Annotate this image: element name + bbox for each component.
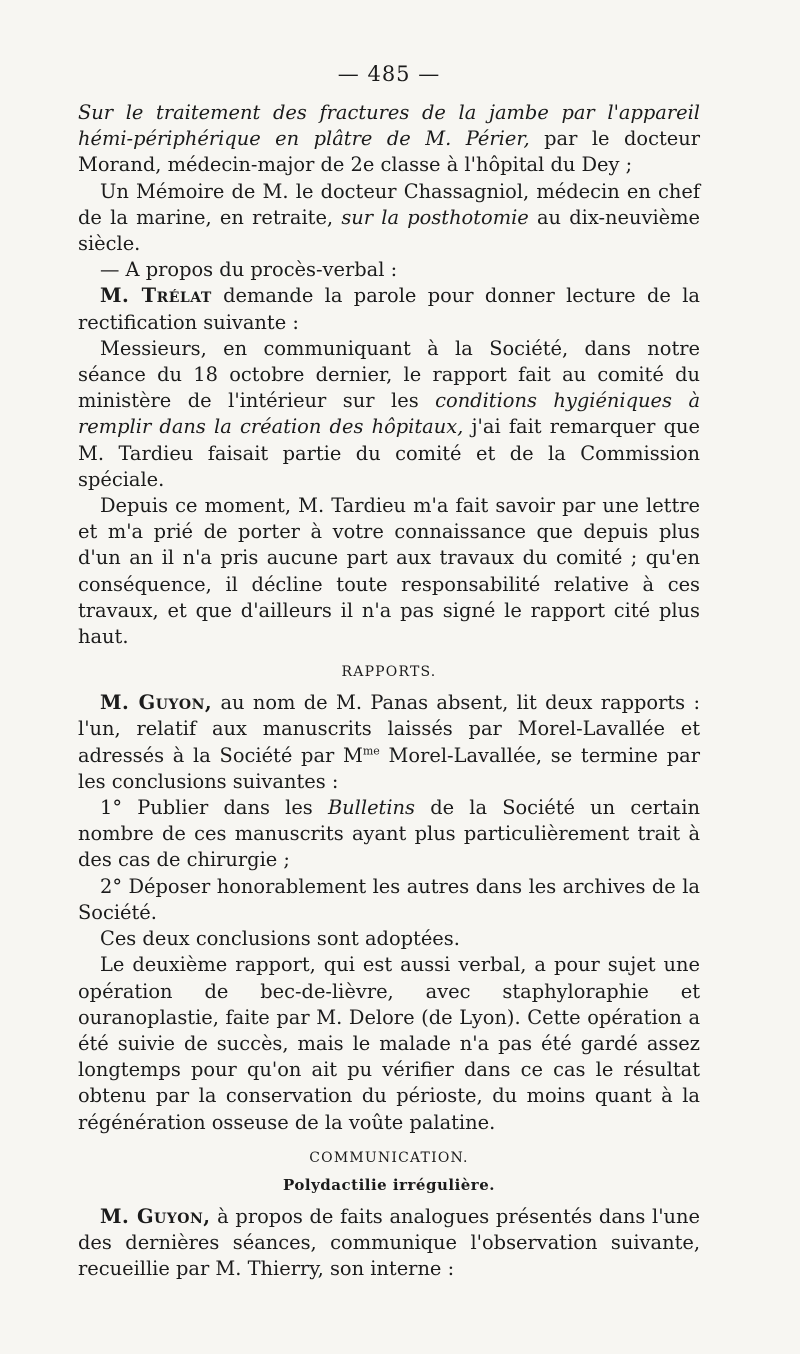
paragraph-conclusion-2: 2° Déposer honorablement les autres dans les archives de la Société.: [78, 874, 700, 924]
paragraph-guyon-communication: [78, 1204, 700, 1283]
paragraph-guyon-text-b: Morel-Lavallée, se termine par les conclusions suivantes :: [78, 743, 700, 793]
heading-rapports: RAPPORTS.: [341, 664, 437, 681]
paragraph-proces-verbal: — A propos du procès-verbal :: [100, 258, 398, 282]
paragraph-trelat-text: demande la parole pour donner lecture de la rectification suivante :: [78, 284, 700, 334]
page-number: — 485 —: [337, 62, 441, 86]
title-fractures: Sur le traitement des fractures de la jambe par l'appareil hémi-périphérique en plâtre de M. Périer,: [78, 101, 700, 151]
paragraph-guyon-rapports: [78, 690, 700, 795]
title-conditions: conditions hygiéniques à remplir dans la création des hôpitaux,: [78, 389, 701, 439]
speaker-name: M. Trélat: [100, 284, 212, 308]
paragraph-adoptees: Ces deux conclusions sont adoptées.: [100, 927, 460, 951]
superscript: me: [362, 744, 380, 758]
paragraph-guyon-communication-text: à propos de faits analogues présentés dans l'une des dernières séances, communique l'observation suivante, recueillie par M. Thierry, son interne :: [78, 1204, 700, 1281]
paragraph-deuxieme-rapport: Le deuxième rapport, qui est aussi verbal, a pour sujet une opération de bec-de-lièvre, avec staphyloraphie et ouranoplastie, faite par M. Delore (de Lyon). Cette opération a été suivie de succès, mais le malade n'a pas été gardé assez longtemps pour qu'on ait pu vérifier dans ce cas le résultat obtenu par la conservation du périoste, du moins quant à la régénération osseuse de la voûte palatine.: [78, 953, 700, 1134]
paragraph-tardieu: Depuis ce moment, M. Tardieu m'a fait savoir par une lettre et m'a prié de porter à votre connaissance que depuis plus d'un an il n'a pris aucune part aux travaux du comité ; qu'en conséquence, il décline toute responsabilité relative à ces travaux, et que d'ailleurs il n'a pas signé le rapport cité plus haut.: [78, 494, 700, 649]
paragraph-messieurs-text-a: Messieurs, en communiquant à la Société, dans notre séance du 18 octobre dernier, le rapport fait au comité du ministère de l'intérieur sur les: [78, 336, 700, 413]
speaker-name: M. Guyon,: [100, 691, 213, 715]
paragraph-messieurs: [78, 336, 700, 493]
title-bulletins: Bulletins: [327, 796, 415, 820]
heading-polydactilie: Polydactilie irrégulière.: [283, 1175, 495, 1194]
paragraph-conclusion-1: [78, 795, 700, 874]
paragraph-memoire-text-b: au dix-neuvième siècle.: [78, 205, 700, 256]
paragraph-memoire-text-a: Un Mémoire de M. le docteur Chassagniol, médecin en chef de la marine, en retraite,: [78, 179, 700, 229]
paragraph-guyon-text-a: au nom de M. Panas absent, lit deux rapports : l'un, relatif aux manuscrits laissés par Morel-Lavallée et adressés à la Société par M: [78, 691, 700, 767]
paragraph-memoire: [78, 179, 700, 258]
heading-communication: COMMUNICATION.: [309, 1149, 469, 1166]
paragraph-conclusion-1-text-a: 1° Publier dans les: [100, 796, 328, 820]
paragraph-conclusion-1-text-b: de la Société un certain nombre de ces manuscrits ayant plus particulièrement trait à des cas de chirurgie ;: [78, 796, 700, 872]
paragraph-trelat: [78, 283, 700, 335]
paragraph-fractures-text: par le docteur Morand, médecin-major de 2e classe à l'hôpital du Dey ;: [78, 127, 700, 177]
paragraph-messieurs-text-b: j'ai fait remarquer que M. Tardieu faisait partie du comité et de la Commission spéciale.: [78, 415, 700, 491]
speaker-name: M. Guyon,: [100, 1204, 211, 1228]
title-posthotomie: sur la posthotomie: [341, 205, 529, 229]
paragraph-fractures: [78, 100, 700, 179]
